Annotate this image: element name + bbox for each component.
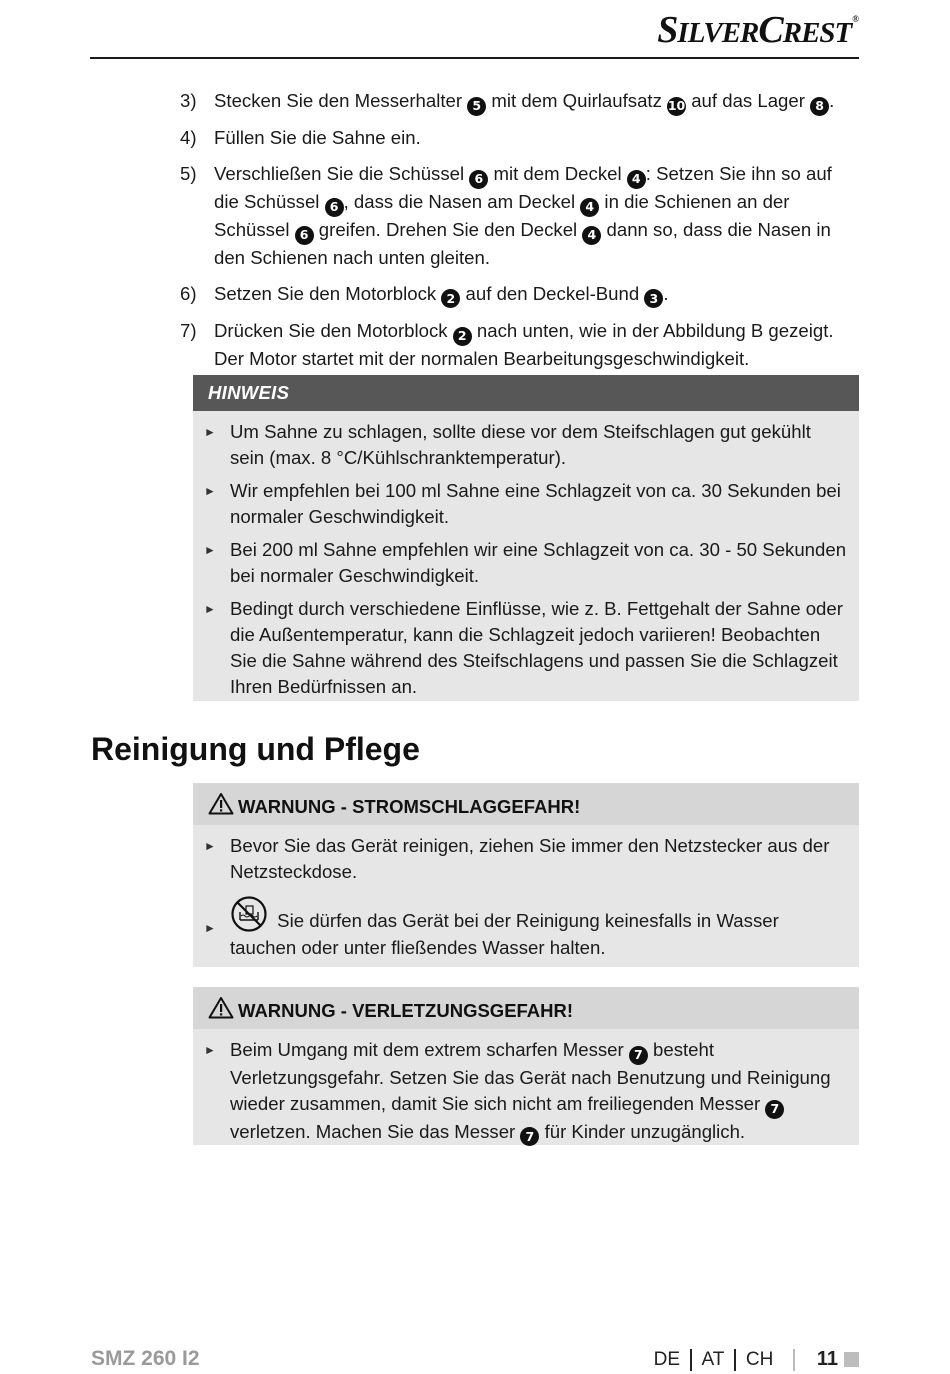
footer-divider [793,1349,795,1371]
step-number: 4) [180,127,197,149]
bullet-arrow-icon: ► [204,425,216,439]
part-number-badge: 4 [582,226,601,245]
bullet-text [230,833,859,885]
warning-electric-list [193,825,859,973]
part-number-badge: 7 [765,1100,784,1119]
text-segment: Wir empfehlen bei 100 ml Sahne eine Schlagzeit von ca. 30 Sekunden bei normaler Geschwindigkeit. [230,479,841,528]
bullet-item [193,537,859,589]
footer-divider [734,1349,736,1371]
bullet-text [230,895,859,960]
instruction-step [180,161,860,271]
page-number: 11 [816,1348,838,1370]
bullet-item [193,478,859,530]
step-text [214,88,860,116]
part-number-badge: 4 [627,170,646,189]
warning-electric-header [193,783,859,825]
step-number: 7) [180,319,197,341]
text-segment: . [663,282,669,304]
warning-electric-box [193,783,859,967]
bullet-text [230,596,859,701]
step-text [214,281,860,309]
text-segment: verletzen. Machen Sie das Messer [230,1120,521,1142]
step-text [214,161,860,271]
instruction-step [180,281,860,309]
bullet-item [193,833,859,885]
text-segment: für Kinder unzugänglich. [539,1120,746,1142]
step-number: 3) [180,90,197,111]
part-number-badge: 7 [629,1046,648,1065]
part-number-badge: 6 [325,198,344,217]
text-segment: Bevor Sie das Gerät reinigen, ziehen Sie immer den Netzstecker aus der Netzsteckdose. [230,835,830,883]
text-segment: Setzen Sie den Motorblock [214,282,442,304]
part-number-badge: 5 [467,97,486,116]
part-number-badge: 8 [810,97,829,116]
bullet-arrow-icon: ► [204,542,216,557]
footer-divider [690,1349,692,1371]
bullet-text [230,1037,859,1146]
warning-triangle-icon [208,792,234,815]
part-number-badge: 6 [295,226,314,245]
text-segment: Drücken Sie den Motorblock [214,319,453,341]
part-number-badge: 3 [644,289,663,308]
part-number-badge: 2 [441,289,460,308]
part-number-badge: 4 [580,198,599,217]
step-text [214,125,860,152]
bullet-item [193,1037,859,1146]
part-number-badge: 2 [453,327,472,346]
step-number: 6) [180,282,197,304]
text-segment: mit dem Deckel [488,163,627,185]
warning-electric-title: WARNUNG - STROMSCHLAGGEFAHR! [238,796,581,817]
text-segment: Verschließen Sie die Schüssel [214,163,470,185]
bullet-arrow-icon: ► [204,1043,216,1057]
bullet-text [230,419,859,471]
text-segment: Um Sahne zu schlagen, sollte diese vor dem Steifschlagen gut gekühlt sein (max. 8 °C/Kühlschranktemperatur). [230,421,811,469]
warning-injury-list [193,1029,859,1159]
footer-lang-at: AT [701,1348,725,1370]
bullet-item [193,596,859,701]
footer-square-mark [844,1352,859,1367]
text-segment: . [829,90,835,111]
section-title: Reinigung und Pflege [91,731,420,767]
text-segment: nach unten, wie in der Abbildung B gezeigt. Der Motor startet mit der normalen Bearbeitungsgeschwindigkeit. [214,319,834,369]
footer-page-info [654,1348,859,1371]
hinweis-box [193,375,859,701]
hinweis-title: HINWEIS [193,375,859,411]
bullet-text [230,537,859,589]
text-segment: Bedingt durch verschiedene Einflüsse, wie z. B. Fettgehalt der Sahne oder die Außentemperatur, kann die Schlagzeit jedoch variieren! Beobachten Sie die Sahne während des Steifschlagens und passen Sie die Schlagzeit Ihren Bedürfnissen an. [230,597,843,698]
bullet-arrow-icon: ► [204,921,216,936]
brand-logo: SILVERCREST® [657,9,858,51]
text-segment: auf den Deckel-Bund [460,282,645,304]
no-water-immersion-icon [230,895,268,933]
footer-lang-ch: CH [745,1348,774,1370]
text-segment: greifen. Drehen Sie den Deckel [313,218,583,240]
part-number-badge: 10 [667,97,686,116]
warning-triangle-icon [208,996,234,1019]
bullet-arrow-icon: ► [204,839,216,853]
text-segment: in die Schienen an der Schüssel [214,191,790,240]
header-rule [90,57,859,59]
text-segment: Sie dürfen das Gerät bei der Reinigung keinesfalls in Wasser tauchen oder unter fließendes Wasser halten. [230,910,779,958]
warning-injury-header [193,987,859,1029]
hinweis-list [193,411,859,713]
step-text [214,318,860,372]
text-segment: , dass die Nasen am Deckel [343,191,581,212]
footer-lang-de: DE [653,1348,681,1370]
text-segment: mit dem Quirlaufsatz [486,90,668,111]
text-segment: besteht Verletzungsgefahr. Setzen Sie das Gerät nach Benutzung und Reinigung wieder zusammen, damit Sie sich nicht am freiliegenden Messer [230,1039,831,1114]
footer-model: SMZ 260 I2 [91,1347,200,1370]
part-number-badge: 7 [520,1127,539,1146]
bullet-arrow-icon: ► [204,601,216,616]
instruction-steps [180,88,860,382]
instruction-step [180,318,860,372]
bullet-item [193,895,859,960]
text-segment: Bei 200 ml Sahne empfehlen wir eine Schlagzeit von ca. 30 - 50 Sekunden bei normaler Geschwindigkeit. [230,538,847,587]
text-segment: Beim Umgang mit dem extrem scharfen Messer [230,1039,629,1060]
text-segment: Füllen Sie die Sahne ein. [214,127,421,149]
bullet-arrow-icon: ► [204,483,216,498]
warning-injury-box [193,987,859,1145]
warning-injury-title: WARNUNG - VERLETZUNGSGEFAHR! [238,1000,574,1021]
text-segment: : Setzen Sie ihn so auf die Schüssel [214,163,832,212]
bullet-text [230,478,859,530]
instruction-step [180,88,860,116]
text-segment: dann so, dass die Nasen in den Schienen nach unten gleiten. [214,218,831,268]
step-number: 5) [180,163,197,185]
text-segment: Stecken Sie den Messerhalter [214,90,468,111]
text-segment: auf das Lager [686,90,811,111]
instruction-step [180,125,860,152]
bullet-item [193,419,859,471]
part-number-badge: 6 [469,170,488,189]
